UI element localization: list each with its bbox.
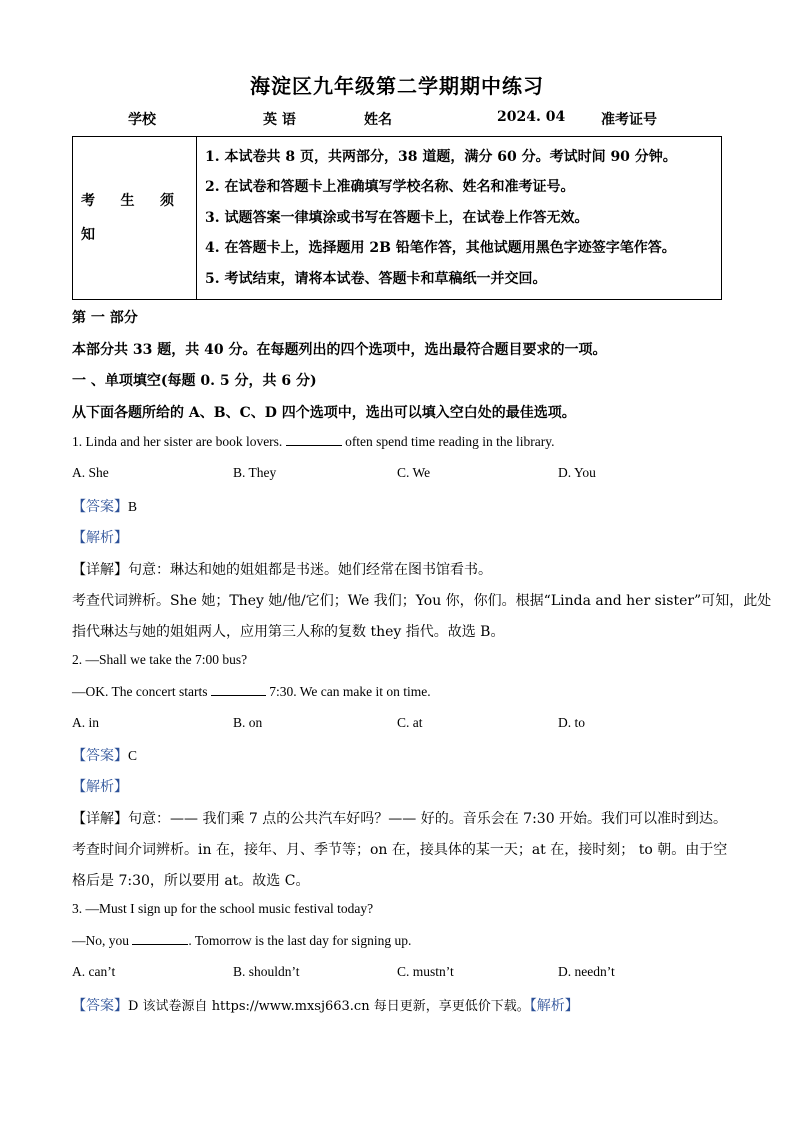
notice-list bbox=[197, 137, 722, 300]
notice-item: 5. 考试结束，请将本试卷、答题卡和草稿纸一并交回。 bbox=[205, 270, 547, 287]
question-1-detail bbox=[72, 559, 492, 579]
notice-item: 3. 试题答案一律填涂或书写在答题卡上，在试卷上作答无效。 bbox=[205, 209, 589, 226]
question-1-stem bbox=[72, 433, 555, 450]
question-1-option-a: A. She bbox=[72, 465, 109, 480]
question-2-option-c: C. at bbox=[397, 715, 423, 730]
detail-tag: 【详解】 bbox=[72, 811, 128, 827]
section-instructions: 从下面各题所给的 A、B、C、D 四个选项中，选出可以填入空白处的最佳选项。 bbox=[72, 405, 576, 421]
answer-tag: 【答案】 bbox=[72, 998, 128, 1014]
question-1-analysis-tag: 【解析】 bbox=[72, 530, 128, 546]
analysis-tag: 【解析】 bbox=[529, 998, 579, 1014]
question-2-line-2 bbox=[72, 683, 431, 700]
question-1-option-b: B. They bbox=[233, 465, 277, 480]
detail-tag: 【详解】 bbox=[72, 562, 128, 578]
subject-label: 英 语 bbox=[263, 112, 296, 128]
notice-item: 4. 在答题卡上，选择题用 2B 铅笔作答，其他试题用黑色字迹签字笔作答。 bbox=[205, 240, 676, 257]
answer-tag: 【答案】 bbox=[72, 748, 128, 764]
question-3-option-d: D. needn’t bbox=[558, 964, 615, 979]
notice-item: 2. 在试卷和答题卡上准确填写学校名称、姓名和准考证号。 bbox=[205, 179, 575, 196]
notice-item: 1. 本试卷共 8 页，共两部分，38 道题，满分 60 分。考试时间 90 分钟。 bbox=[205, 148, 677, 165]
question-3-text-before: —No, you bbox=[72, 933, 133, 948]
part-description: 本部分共 33 题，共 40 分。在每题列出的四个选项中，选出最符合题目要求的一项。 bbox=[72, 342, 607, 358]
date-label: 2024. 04 bbox=[497, 109, 566, 125]
question-2-detail bbox=[72, 808, 727, 828]
exam-title: 海淀区九年级第二学期期中练习 bbox=[250, 74, 544, 98]
answer-value: D 该试卷源自 https://www.mxsj663.cn 每日更新，享更低价下载。 bbox=[128, 999, 530, 1014]
question-1-text-before: 1. Linda and her sister are book lovers. bbox=[72, 434, 286, 449]
question-2-explanation: 考查时间介词辨析。in 在，接年、月、季节等；on 在，接具体的某一天；at 在，接时刻； to 朝。由于空 bbox=[72, 842, 728, 858]
detail-text: 句意：—— 我们乘 7 点的公共汽车好吗？—— 好的。音乐会在 7:30 开始。我们可以准时到达。 bbox=[128, 811, 728, 827]
question-3-option-a: A. can’t bbox=[72, 964, 116, 979]
question-1-explanation: 考查代词辨析。She 她；They 她/他/它们；We 我们；You 你，你们。根据“Linda and her sister”可知，此处 bbox=[72, 593, 772, 609]
question-3-line-1: 3. —Must I sign up for the school music festival today? bbox=[72, 901, 374, 916]
question-1-answer bbox=[72, 496, 137, 516]
part-title: 第 一 部分 bbox=[72, 310, 138, 326]
question-2-option-d: D. to bbox=[558, 715, 585, 730]
question-3-text-after: . Tomorrow is the last day for signing up. bbox=[188, 933, 412, 948]
question-2-analysis-tag: 【解析】 bbox=[72, 779, 128, 795]
question-1-option-c: C. We bbox=[397, 465, 431, 480]
question-2-explanation-cont: 格后是 7:30，所以要用 at。故选 C。 bbox=[72, 873, 310, 889]
notice-heading: 考生须知 bbox=[73, 137, 197, 300]
question-1-text-after: often spend time reading in the library. bbox=[341, 434, 555, 449]
question-2-text-before: —OK. The concert starts bbox=[72, 684, 211, 699]
question-3-option-c: C. mustn’t bbox=[397, 964, 454, 979]
question-2-answer bbox=[72, 745, 137, 765]
question-1-option-d: D. You bbox=[558, 465, 596, 480]
question-2-line-1: 2. —Shall we take the 7:00 bus? bbox=[72, 652, 248, 667]
question-3-answer bbox=[72, 995, 579, 1015]
question-2-option-a: A. in bbox=[72, 715, 99, 730]
question-3-line-2 bbox=[72, 932, 411, 949]
school-label: 学校 bbox=[128, 112, 156, 128]
answer-blank bbox=[286, 433, 342, 446]
question-1-explanation-cont: 指代琳达与她的姐姐两人，应用第三人称的复数 they 指代。故选 B。 bbox=[72, 624, 505, 640]
answer-blank bbox=[211, 683, 266, 696]
notice-table bbox=[72, 136, 722, 300]
name-label: 姓名 bbox=[364, 112, 392, 128]
detail-text: 句意：琳达和她的姐姐都是书迷。她们经常在图书馆看书。 bbox=[128, 562, 492, 578]
id-label: 准考证号 bbox=[601, 112, 657, 128]
section-title: 一 、单项填空(每题 0. 5 分，共 6 分) bbox=[72, 373, 317, 389]
answer-blank bbox=[132, 932, 188, 945]
answer-tag: 【答案】 bbox=[72, 499, 128, 515]
question-2-option-b: B. on bbox=[233, 715, 263, 730]
answer-value: C bbox=[128, 748, 138, 763]
question-2-text-after: 7:30. We can make it on time. bbox=[265, 684, 431, 699]
question-3-option-b: B. shouldn’t bbox=[233, 964, 300, 979]
answer-value: B bbox=[128, 499, 138, 514]
